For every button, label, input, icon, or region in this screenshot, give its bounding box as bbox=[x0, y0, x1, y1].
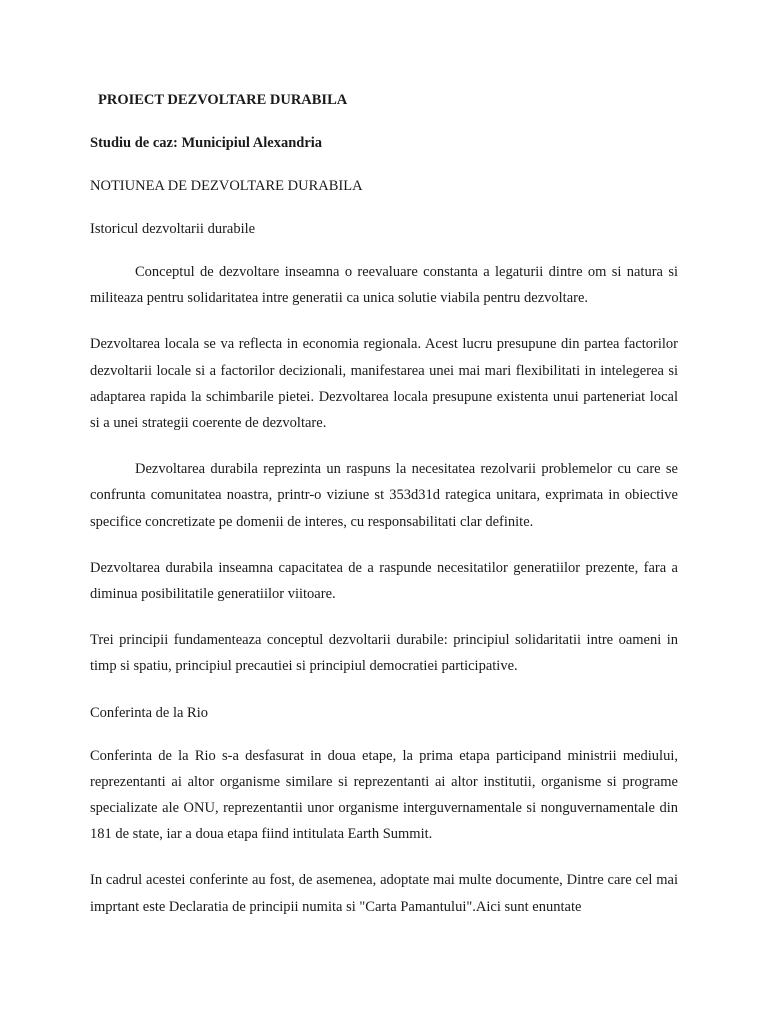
paragraph: Dezvoltarea locala se va reflecta in economia regionala. Acest lucru presupune din partea factorilor dezvoltarii locale si a factorilor decizionali, manifestarea unei mai mari flexibilitati in intelegerea si adaptarea rapida la schimbarile pietei. Dezvoltarea locala presupune existenta unui parteneriat local si a unei strategii coerente de dezvoltare. bbox=[90, 336, 678, 432]
document-body bbox=[90, 90, 678, 920]
paragraph: In cadrul acestei conferinte au fost, de asemenea, adoptate mai multe documente, Dintre care cel mai imprtant este Declaratia de principii numita si "Carta Pamantului".Aici sunt enuntate bbox=[90, 872, 678, 915]
paragraph: Dezvoltarea durabila reprezinta un raspuns la necesitatea rezolvarii problemelor cu care se confrunta comunitatea noastra, printr-o viziune st 353d31d rategica unitara, exprimata in obiective specifice concretizate pe domenii de interes, cu responsabilitati clar definite. bbox=[90, 461, 678, 530]
document-title: PROIECT DEZVOLTARE DURABILA bbox=[98, 92, 348, 108]
subsection-heading-rio: Conferinta de la Rio bbox=[90, 704, 208, 721]
paragraph: Conceptul de dezvoltare inseamna o reevaluare constanta a legaturii dintre om si natura si militeaza pentru solidaritatea intre generatii ca unica solutie viabila pentru dezvoltare. bbox=[90, 264, 678, 307]
section-heading: NOTIUNEA DE DEZVOLTARE DURABILA bbox=[90, 178, 363, 194]
document-subtitle: Studiu de caz: Municipiul Alexandria bbox=[90, 135, 323, 151]
subsection-heading-history: Istoricul dezvoltarii durabile bbox=[90, 221, 256, 237]
paragraph: Conferinta de la Rio s-a desfasurat in doua etape, la prima etapa participand ministrii mediului, reprezentanti ai altor organisme similare si reprezentanti ai altor institutii, organisme si programe specializate ale ONU, reprezentantii unor organisme interguvernamentale si nonguvernamentale din 181 de state, iar a doua etapa fiind intitulata Earth Summit. bbox=[90, 747, 678, 843]
paragraph: Dezvoltarea durabila inseamna capacitatea de a raspunde necesitatilor generatiilor prezente, fara a diminua posibilitatile generatiilor viitoare. bbox=[90, 559, 678, 603]
paragraph: Trei principii fundamenteaza conceptul dezvoltarii durabile: principiul solidaritatii intre oameni in timp si spatiu, principiul precautiei si principiul democratiei participative. bbox=[90, 632, 678, 675]
